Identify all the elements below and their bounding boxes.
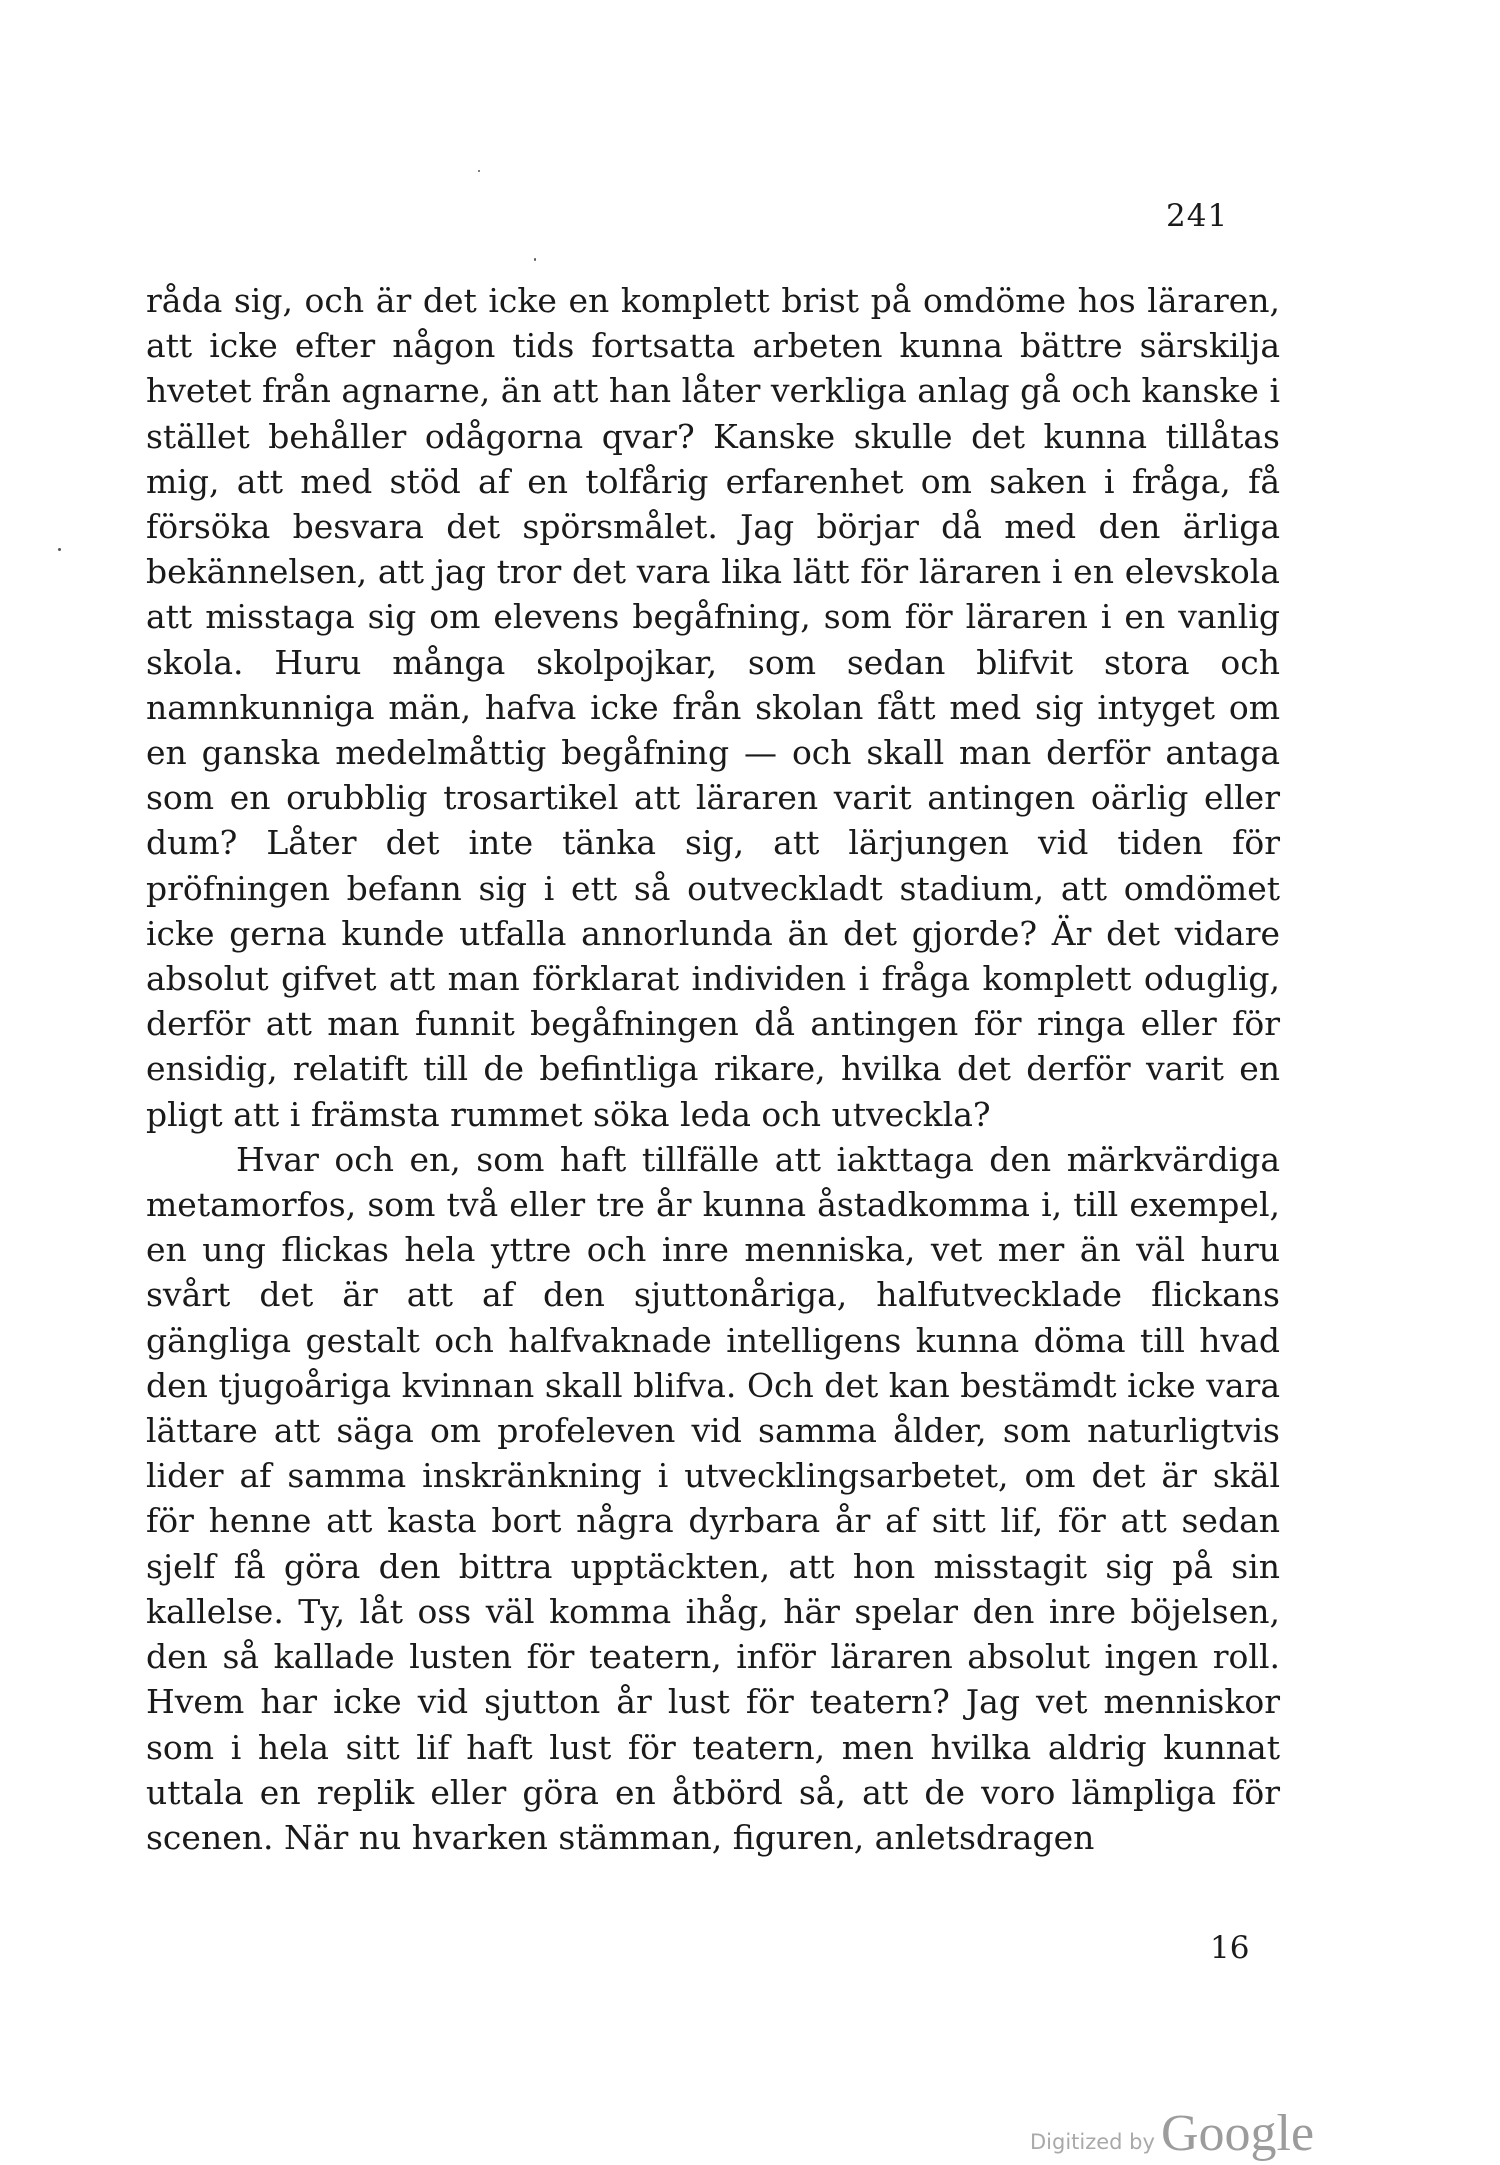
page-number: 241: [1166, 198, 1229, 234]
scan-speck: [58, 548, 61, 551]
scan-speck: [478, 170, 480, 172]
paragraph: Hvar och en, som haft tillfälle att iakttaga den märkvärdiga metamorfos, som två eller tre år kunna åstadkomma i, till exempel, en ung flickas hela yttre och inre menniska, vet mer än väl huru svårt det är att af den sjuttonåriga, halfutvecklade flickans gängliga gestalt och halfvaknade intelligens kunna döma till hvad den tjugoåriga kvinnan skall blifva. Och det kan bestämdt icke vara lättare att säga om profeleven vid samma ålder, som naturligtvis lider af samma inskränkning i utvecklingsarbetet, om det är skäl för henne att kasta bort några dyrbara år af sitt lif, för att sedan sjelf få göra den bittra upptäckten, att hon misstagit sig på sin kallelse. Ty, låt oss väl komma ihåg, här spelar den inre böjelsen, den så kallade lusten för teatern, inför läraren absolut ingen roll. Hvem har icke vid sjutton år lust för teatern? Jag vet menniskor som i hela sitt lif haft lust för teatern, men hvilka aldrig kunnat uttala en replik eller göra en åtbörd så, att de voro lämpliga för scenen. När nu hvarken stämman, figuren, anletsdragen: [146, 1139, 1280, 1857]
sheet-signature: 16: [1210, 1930, 1250, 1966]
digitized-watermark: [1030, 2105, 1315, 2162]
watermark-logo: Google: [1160, 2105, 1315, 2162]
body-text: [146, 278, 1280, 1860]
paragraph: råda sig, och är det icke en komplett brist på omdöme hos läraren, att icke efter någon tids fortsatta arbeten kunna bättre särskilja hvetet från agnarne, än att han låter verkliga anlag gå och kanske i stället behåller odågorna qvar? Kanske skulle det kunna tillåtas mig, att med stöd af en tolfårig erfarenhet om saken i fråga, få försöka besvara det spörsmålet. Jag börjar då med den ärliga bekännelsen, att jag tror det vara lika lätt för läraren i en elevskola att misstaga sig om elevens begåfning, som för läraren i en vanlig skola. Huru många skolpojkar, som sedan blifvit stora och namnkunniga män, hafva icke från skolan fått med sig intyget om en ganska medelmåttig begåfning — och skall man derför antaga som en orubblig trosartikel att läraren varit antingen oärlig eller dum? Låter det inte tänka sig, att lärjungen vid tiden för pröfningen befann sig i ett så outveckladt stadium, att omdömet icke gerna kunde utfalla annorlunda än det gjorde? Är det vidare absolut gifvet att man förklarat individen i fråga komplett oduglig, derför att man funnit begåfningen då antingen för ringa eller för ensidig, relatift till de befintliga rikare, hvilka det derför varit en pligt att i främsta rummet söka leda och utveckla?: [146, 281, 1280, 1134]
watermark-prefix: Digitized by: [1030, 2130, 1155, 2154]
scan-speck: [534, 258, 536, 261]
